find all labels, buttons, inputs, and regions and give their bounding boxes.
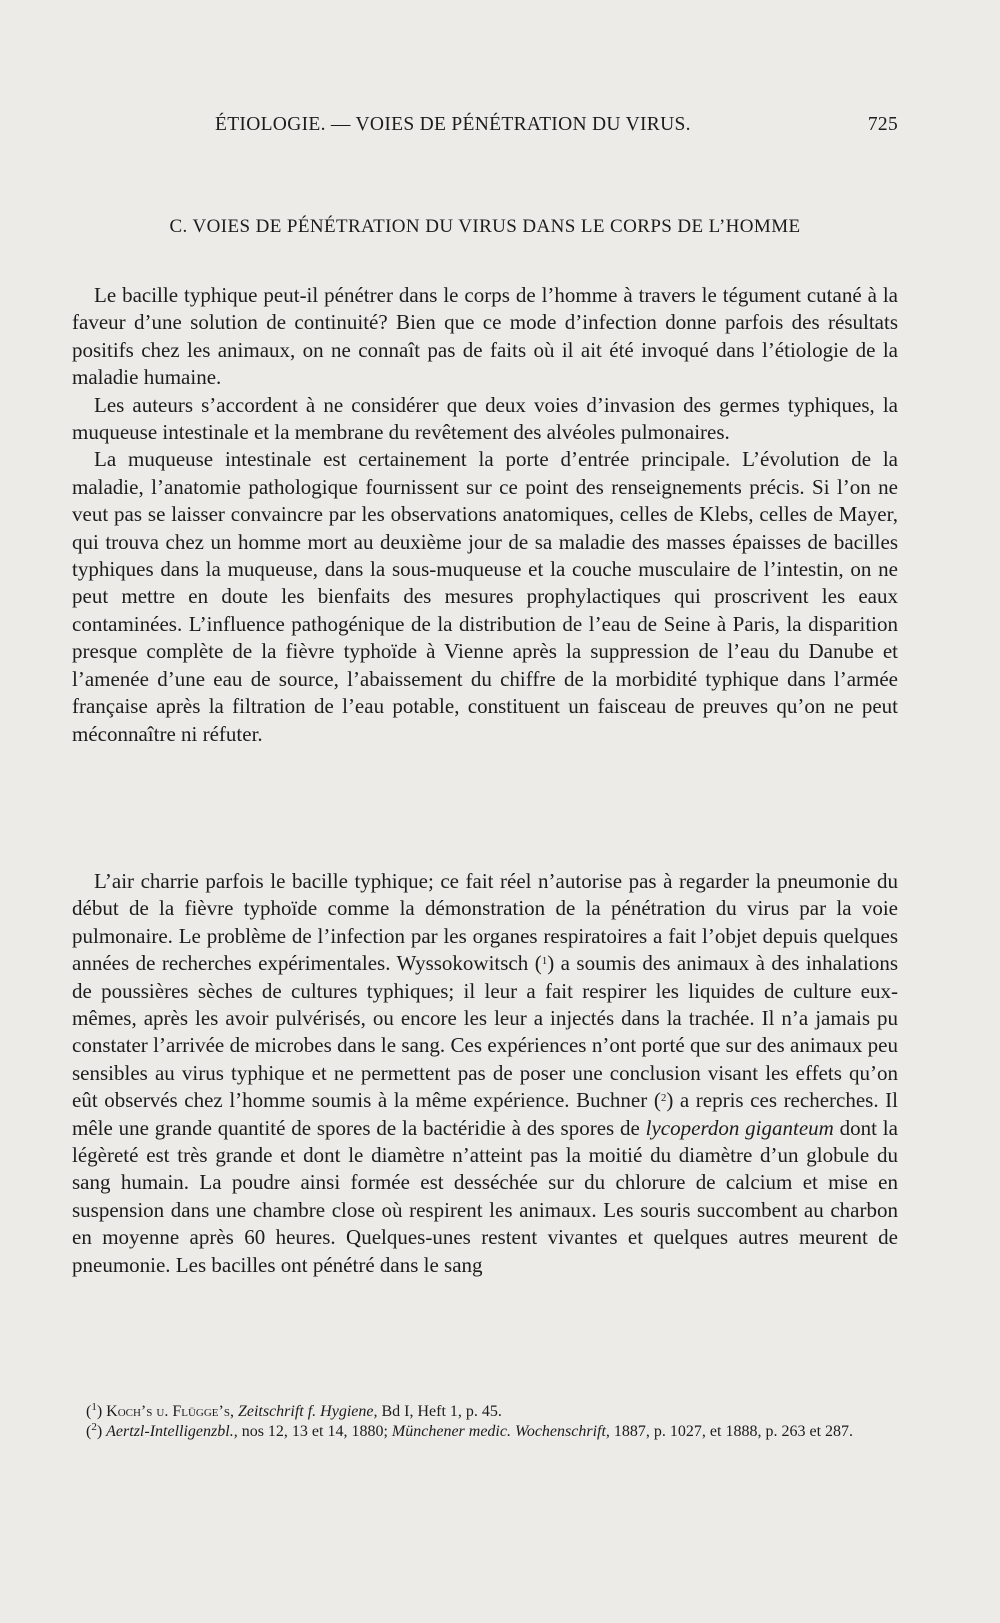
paragraph-4-text-e: ) a repris ces recherches. Il mêle une grande quantité de spores de la bactéridie à des spores de [72,1088,898,1140]
footnote-2-journal-1: Aertzl-Intelligenzbl., [106,1423,238,1440]
paragraph-4 [72,868,898,1279]
footnotes [72,1402,898,1442]
section-title: C. VOIES DE PÉNÉTRATION DU VIRUS DANS LE CORPS DE L’HOMME [169,216,801,237]
running-title: ÉTIOLOGIE. — VOIES DE PÉNÉTRATION DU VIRUS. [215,114,691,135]
text-block-upper [72,282,898,748]
species-name: lycoperdon giganteum [645,1115,834,1140]
footnote-1-author: Koch’s u. Flügge’s, [106,1403,234,1420]
footnote-ref-2: 2 [660,1092,667,1105]
paragraph-4-text-a: L’air charrie parfois le bacille typhique; ce fait réel n’autorise pas à regarder la pneumonie du début de la fièvre typhoïde comme la démonstration de la pénétration du virus par la voie pulmonaire. Le problème de l’infection par les organes respiratoires a fait l’objet depuis quelques années de recherches expérimentales. Wyssokowitsch ( [72,869,898,976]
paragraph-4-text-c: ) a soumis des animaux à des inhalations de poussières sèches de cultures typhiques; il leur a fait respirer les liquides de culture eux-mêmes, après les avoir pulvérisés, ou encore les leur a injectés dans la trachée. Il n’a jamais pu constater l’arrivée de microbes dans le sang. Ces expériences n’ont porté que sur des animaux peu sensibles au virus typhique et ne permettent pas de poser une conclusion visant les effets qu’on eût observés chez l’homme soumis à la même expérience. Buchner ( [72,951,898,1113]
footnote-1-rest: Bd I, Heft 1, p. 45. [377,1403,502,1420]
text-block-lower [72,868,898,1279]
running-header [72,114,898,144]
page-number: 725 [867,114,898,135]
footnote-2: ($^2$) Aertzl-Intelligenzbl., nos 12, 13 et 14, 1880; Münchener medic. Wochenschrift, 1887, p. 1027, et 1888, p. 263 et 287. [86,1421,854,1440]
footnote-2-journal-2: Münchener medic. Wochenschrift, [391,1423,610,1440]
paragraph-3: La muqueuse intestinale est certainement la porte d’entrée principale. L’évolution de la maladie, l’anatomie pathologique fournissent sur ce point des renseignements précis. Si l’on ne veut pas se laisser convaincre par les observations anatomiques, celles de Klebs, celles de Mayer, qui trouva chez un homme mort au deuxième jour de sa maladie des masses épaisses de bacilles typhiques dans la muqueuse, dans la sous-muqueuse et la couche musculaire de l’intestin, on ne peut mettre en doute les bienfaits des mesures prophylactiques qui proscrivent les eaux contaminées. L’influence pathogénique de la distribution de l’eau de Seine à Paris, la disparition presque complète de la fièvre typhoïde à Vienne après la suppression de l’eau du Danube et l’amenée d’une eau de source, l’abaissement du chiffre de la morbidité typhique dans l’armée française après la filtration de l’eau potable, constituent un faisceau de preuves qu’on ne peut méconnaître ni réfuter. [72,447,898,746]
paragraph-2: Les auteurs s’accordent à ne considérer que deux voies d’invasion des germes typhiques, la muqueuse intestinale et la membrane du revêtement des alvéoles pulmonaires. [72,392,898,445]
paragraph-4-text-g: dont la légèreté est très grande et dont le diamètre n’atteint pas la moitié du diamètre d’un globule du sang humain. La poudre ainsi formée est desséchée sur du chlorure de calcium et mise en suspension dans une chambre close où respirent les animaux. Les souris succombent au charbon en moyenne après 60 heures. Quelques-unes restent vivantes et quelques autres meurent de pneumonie. Les bacilles ont pénétré dans le sang [72,1115,898,1277]
footnote-1-journal: Zeitschrift f. Hygiene, [237,1403,378,1420]
footnote-1: ($^1$) Koch’s u. Flügge’s, Zeitschrift f. Hygiene, Bd I, Heft 1, p. 45. [86,1401,502,1420]
footnote-2-mark: 2 [91,1421,97,1433]
footnote-2-mid: nos 12, 13 et 14, 1880; [237,1423,392,1440]
paragraph-1: Le bacille typhique peut-il pénétrer dans le corps de l’homme à travers le tégument cutané à la faveur d’une solution de continuité? Bien que ce mode d’infection donne parfois des résultats positifs chez les animaux, on ne connaît pas de faits où il ait été invoqué dans l’étiologie de la maladie humaine. [72,283,898,390]
footnote-2-rest: 1887, p. 1027, et 1888, p. 263 et 287. [609,1423,854,1440]
footnote-ref-1: 1 [541,955,548,968]
footnote-1-mark: 1 [91,1401,97,1413]
